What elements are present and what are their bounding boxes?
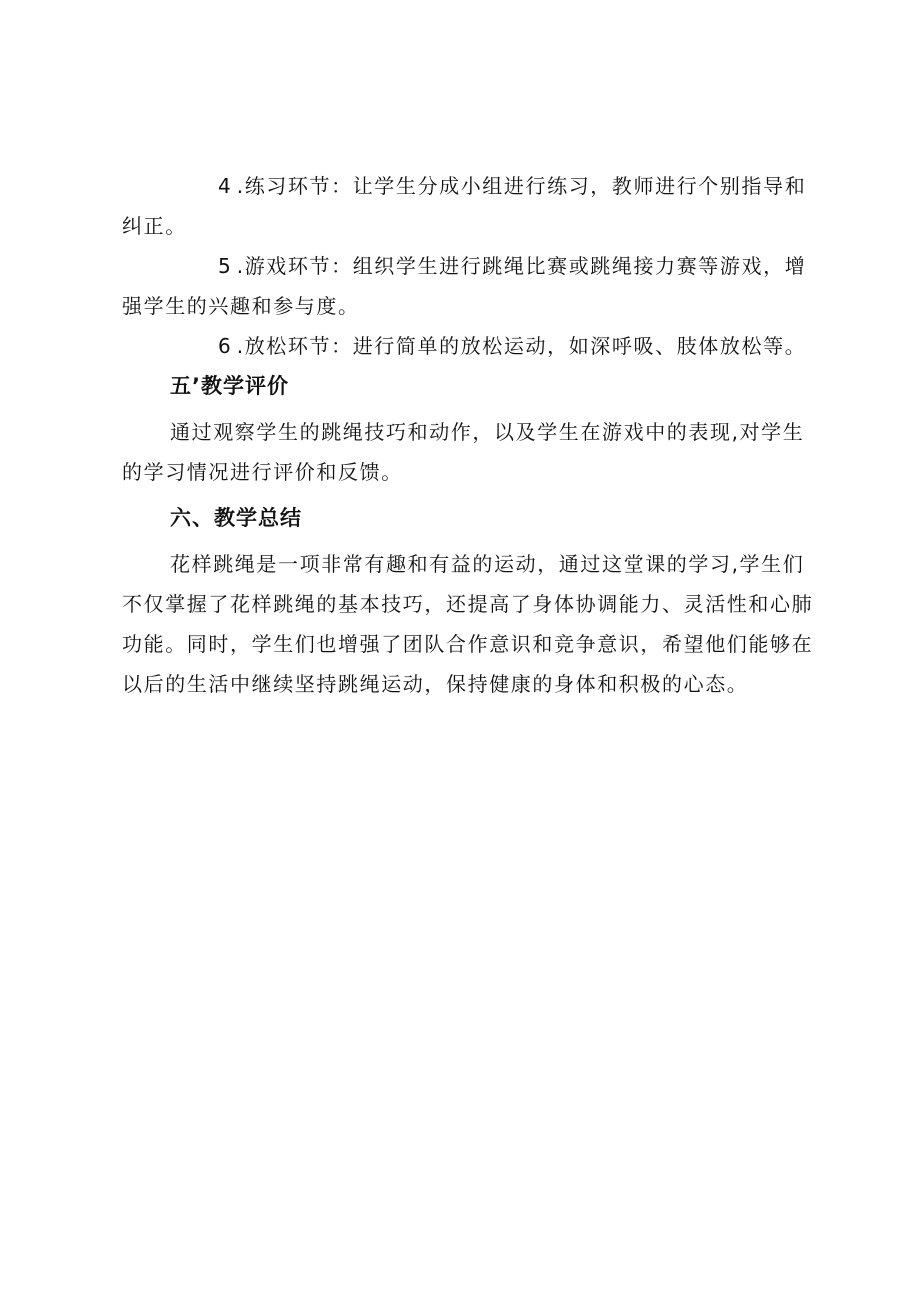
list-item-5: [122, 246, 822, 326]
section-body-summary: 花样跳绳是一项非常有趣和有益的运动，通过这堂课的学习,学生们不仅掌握了花样跳绳的基本技巧，还提高了身体协调能力、灵活性和心肺功能。同时，学生们也增强了团队合作意识和竞争意识，希望他们能够在以后的生活中继续坚持跳绳运动，保持健康的身体和积极的心态。: [122, 552, 814, 696]
item-text: .放松环节：进行简单的放松运动，如深呼吸、肢体放松等。: [236, 334, 807, 358]
list-item-4: [122, 166, 822, 246]
item-number: 6: [218, 334, 237, 358]
item-text: .练习环节：让学生分成小组进行练习，教师进行个别指导和纠正。: [122, 174, 807, 238]
document-body: [122, 166, 822, 704]
item-number: 4: [218, 174, 237, 198]
section-body-evaluation: 通过观察学生的跳绳技巧和动作，以及学生在游戏中的表现,对学生的学习情况进行评价和反馈。: [122, 420, 805, 484]
section-heading-summary: 六、教学总结: [170, 506, 302, 530]
item-number: 5: [218, 254, 237, 278]
list-item-6: [122, 326, 822, 366]
section-heading-evaluation: 五’教学评价: [170, 374, 289, 398]
item-text: .游戏环节：组织学生进行跳绳比赛或跳绳接力赛等游戏，增强学生的兴趣和参与度。: [122, 254, 807, 318]
